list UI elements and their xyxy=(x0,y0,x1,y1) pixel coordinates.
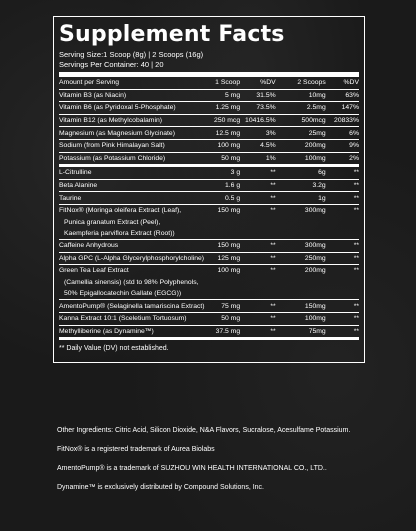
trademark-dynamine: Dynamine™ is exclusively distributed by Compound Solutions, Inc. xyxy=(57,484,264,491)
table-row-green-tea: Green Tea Leaf Extract 100 mg ** 200mg ** xyxy=(59,267,359,275)
header-amount: Amount per Serving xyxy=(59,77,209,89)
table-row: Vitamin B12 (as Methylcobalamin) 250 mcg 10416.5% 500mcg 20833% xyxy=(59,114,359,127)
table-row: Vitamin B3 (as Niacin) 5 mg 31.5% 10mg 63% xyxy=(59,89,359,102)
other-ingredients: Other Ingredients: Citric Acid, Silicon Dioxide, N&A Flavors, Sucralose, Acesulfame Potassium. xyxy=(57,427,351,434)
table-row-fitnox: FitNox® (Moringa oleifera Extract (Leaf), 150 mg ** 300mg ** xyxy=(59,207,359,215)
table-row: Sodium (from Pink Himalayan Salt) 100 mg 4.5% 200mg 9% xyxy=(59,139,359,152)
table-row: Magnesium (as Magnesium Glycinate) 12.5 mg 3% 25mg 6% xyxy=(59,127,359,140)
table-row: Methylliberine (as Dynamine™) 37.5 mg ** 75mg ** xyxy=(59,327,359,335)
table-row: Alpha GPC (L-Alpha Glycerylphosphorylcholine) 125 mg ** 250mg ** xyxy=(59,252,359,265)
fitnox-line-2: Punica granatum Extract (Peel), xyxy=(64,218,161,226)
header-2-scoops: 2 Scoops xyxy=(276,77,326,89)
servings-per-container: Servings Per Container: 40 | 20 xyxy=(59,60,164,69)
table-row: Kanna Extract 10:1 (Sceletium Tortuosum) 50 mg ** 100mg ** xyxy=(59,313,359,326)
table-row: Beta Alanine 1.6 g ** 3.2g ** xyxy=(59,179,359,192)
table-row: Vitamin B6 (as Pyridoxal 5-Phosphate) 1.25 mg 73.5% 2.5mg 147% xyxy=(59,102,359,115)
supplement-facts-panel xyxy=(53,16,365,363)
green-tea-line-2: (Camellia sinensis) (std to 98% Polyphenols, xyxy=(64,278,199,286)
trademark-amentopump: AmentoPump® is a trademark of SUZHOU WIN HEALTH INTERNATIONAL CO., LTD.. xyxy=(57,465,327,472)
fitnox-line-3: Kaempferia parviflora Extract (Root)) xyxy=(59,228,359,240)
green-tea-line-3: 50% Epigallocatechin Gallate (EGCG)) xyxy=(59,288,359,300)
table-row: L-Citrulline 3 g ** 6g ** xyxy=(59,167,359,179)
table-row: Caffeine Anhydrous 150 mg ** 300mg ** xyxy=(59,240,359,253)
table-row: Potassium (as Potassium Chloride) 50 mg 1% 100mg 2% xyxy=(59,154,359,162)
header-row xyxy=(59,77,359,89)
facts-table xyxy=(59,77,359,340)
dv-footnote: ** Daily Value (DV) not established. xyxy=(59,345,169,353)
trademark-fitnox: FitNox® is a registered trademark of Aurea Biolabs xyxy=(57,446,215,453)
table-row: Taurine 0.5 g ** 1g ** xyxy=(59,192,359,205)
panel-title: Supplement Facts xyxy=(59,22,285,47)
header-dv-2: %DV xyxy=(326,77,359,89)
header-1-scoop: 1 Scoop xyxy=(209,77,241,89)
serving-size: Serving Size:1 Scoop (8g) | 2 Scoops (16g) xyxy=(59,50,204,59)
header-dv-1: %DV xyxy=(240,77,276,89)
ingredients-and-trademarks xyxy=(57,426,357,502)
table-row: AmentoPump® (Selaginella tamariscina Extract) 75 mg ** 150mg ** xyxy=(59,300,359,313)
